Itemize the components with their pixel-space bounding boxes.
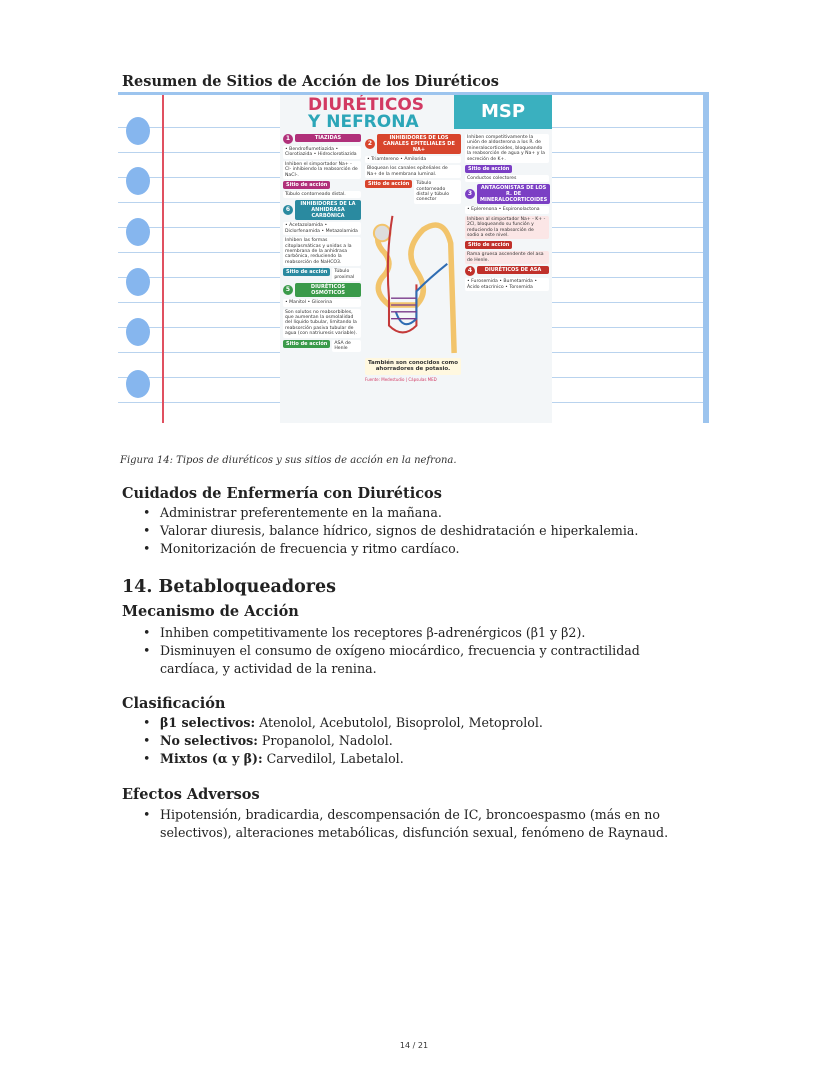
right-column <box>465 134 549 291</box>
notebook-hole <box>126 370 150 398</box>
mechanism-text: Inhiben competitivamente la unión de aldosterona a los R. de mineralocorticoides, bloqueando la reabsorción de agua y Na+ y la secreción de K+. <box>465 134 549 163</box>
group-name: DIURÉTICOS OSMÓTICOS <box>295 283 361 297</box>
badge-4: 4 <box>465 266 475 276</box>
list-item: • Disminuyen el consumo de oxígeno miocárdico, frecuencia y contractilidad cardíaca, y actividad de la renina. <box>140 642 680 678</box>
badge-3: 3 <box>465 189 475 199</box>
site-label: Sitio de acción <box>283 181 330 189</box>
badge-5: 5 <box>283 285 293 295</box>
mechanism-heading: Mecanismo de Acción <box>122 603 299 620</box>
source-text: Fuente: Medestudio | Cápsulas MED <box>365 376 437 382</box>
site-text: Túbulo contorneado distal. <box>283 191 361 198</box>
drug-list: • Furosemida • Bumetamida • Ácido etacrínico • Torsemida <box>465 278 549 291</box>
notebook-hole <box>126 318 150 346</box>
infographic-subtitle: Y NEFRONA <box>308 112 419 132</box>
badge-1: 1 <box>283 134 293 144</box>
nephron-diagram <box>365 206 461 356</box>
site-text: Túbulo contorneado distal y túbulo conector <box>414 180 461 204</box>
site-text: Rama gruesa ascendente del asa de Henle. <box>465 251 549 264</box>
group-name: INHIBIDORES DE LOS CANALES EPITELIALES DE NA+ <box>377 134 461 154</box>
left-column <box>283 134 361 352</box>
drug-list: • Acetazolamida • Diclorfenamida • Metazolamida <box>283 222 361 235</box>
mechanism-text: Inhiben al simportador Na+ - K+ - 2Cl, bloqueando su función y reduciendo la reabsorción de sodio a este nivel. <box>465 216 549 240</box>
mechanism-list <box>140 624 680 678</box>
group-name: INHIBIDORES DE LA ANHIDRASA CARBÓNICA <box>295 200 361 220</box>
badge-6: 6 <box>283 205 293 215</box>
list-item <box>140 732 543 750</box>
drug-list: • Manitol • Glicerina <box>283 299 361 306</box>
site-text: ASA de Henle <box>332 340 361 353</box>
care-heading: Cuidados de Enfermería con Diuréticos <box>122 485 442 502</box>
classification-list <box>140 714 543 768</box>
figure-caption: Figura 14: Tipos de diuréticos y sus sitios de acción en la nefrona. <box>120 455 457 466</box>
site-label: Sitio de acción <box>283 268 330 276</box>
class-key: Mixtos (α y β): <box>160 751 263 766</box>
notebook-hole <box>126 117 150 145</box>
mechanism-text: Bloquean los canales epiteliales de Na+ de la membrana luminal. <box>365 165 461 178</box>
notebook-hole <box>126 268 150 296</box>
drug-list: • Bendroflumetiazida • Clorotiazida • Hidroclorotiazida <box>283 146 361 159</box>
notebook-hole <box>126 167 150 195</box>
msp-logo: MSP <box>454 95 552 129</box>
list-item: • Monitorización de frecuencia y ritmo cardíaco. <box>140 540 638 558</box>
group-name: DIURÉTICOS DE ASA <box>477 266 549 274</box>
list-item: • Administrar preferentemente en la mañana. <box>140 504 638 522</box>
middle-column <box>365 134 461 382</box>
classification-heading: Clasificación <box>122 695 226 712</box>
list-item: • Valorar diuresis, balance hídrico, signos de deshidratación e hiperkalemia. <box>140 522 638 540</box>
drug-list: • Triamtereno • Amilorida <box>365 156 461 163</box>
adverse-heading: Efectos Adversos <box>122 786 260 803</box>
mechanism-text: Inhiben el simportador Na+ - Cl- inhibiendo la reabsorción de NaCl-. <box>283 161 361 179</box>
group-name: ANTAGONISTAS DE LOS R. DE MINERALOCORTICOIDES <box>477 184 550 204</box>
page-number: 14 / 21 <box>399 1041 429 1050</box>
list-item: • Inhiben competitivamente los receptores β-adrenérgicos (β1 y β2). <box>140 624 680 642</box>
section-title: Resumen de Sitios de Acción de los Diuréticos <box>122 73 499 90</box>
class-key: β1 selectivos: <box>160 715 256 730</box>
diuretics-figure <box>118 92 709 423</box>
site-label: Sitio de acción <box>465 241 512 249</box>
infographic-title: DIURÉTICOS <box>308 95 425 115</box>
site-text: Túbulo proximal <box>332 268 361 281</box>
list-item: • Hipotensión, bradicardia, descompensación de IC, broncoespasmo (más en no selectivos), alteraciones metabólicas, disfunción sexual, fenómeno de Raynaud. <box>140 806 700 842</box>
site-label: Sitio de acción <box>283 340 330 348</box>
class-value: Propanolol, Nadolol. <box>257 733 393 748</box>
group-name: TIAZIDAS <box>295 134 361 142</box>
mechanism-text: Inhiben las formas citoplasmáticas y unidas a la membrana de la anhidrasa carbónica, reduciendo la reabsorción de NaHCO3. <box>283 237 361 266</box>
nephron-infographic <box>280 95 552 423</box>
adverse-list <box>140 806 700 842</box>
class-key: No selectivos: <box>160 733 258 748</box>
class-value: Carvedilol, Labetalol. <box>262 751 404 766</box>
mechanism-text: Son solutos no reabsorbibles, que aumentan la osmolalidad del líquido tubular, limitando la reabsorción pasiva tubular de agua (con natriuresis variable). <box>283 309 361 338</box>
site-label: Sitio de acción <box>465 165 512 173</box>
site-text: Conductos colectores <box>465 175 549 182</box>
potassium-sparing-note: También son conocidos como ahorradores de potasio. <box>365 358 461 375</box>
chapter-heading: 14. Betabloqueadores <box>122 577 336 597</box>
notebook-hole <box>126 218 150 246</box>
class-value: Atenolol, Acebutolol, Bisoprolol, Metoprolol. <box>255 715 543 730</box>
drug-list: • Eplerenona • Espironolactona <box>465 206 549 213</box>
care-list <box>140 504 638 558</box>
list-item <box>140 750 543 768</box>
list-item <box>140 714 543 732</box>
badge-2: 2 <box>365 139 375 149</box>
site-label: Sitio de acción <box>365 180 412 188</box>
